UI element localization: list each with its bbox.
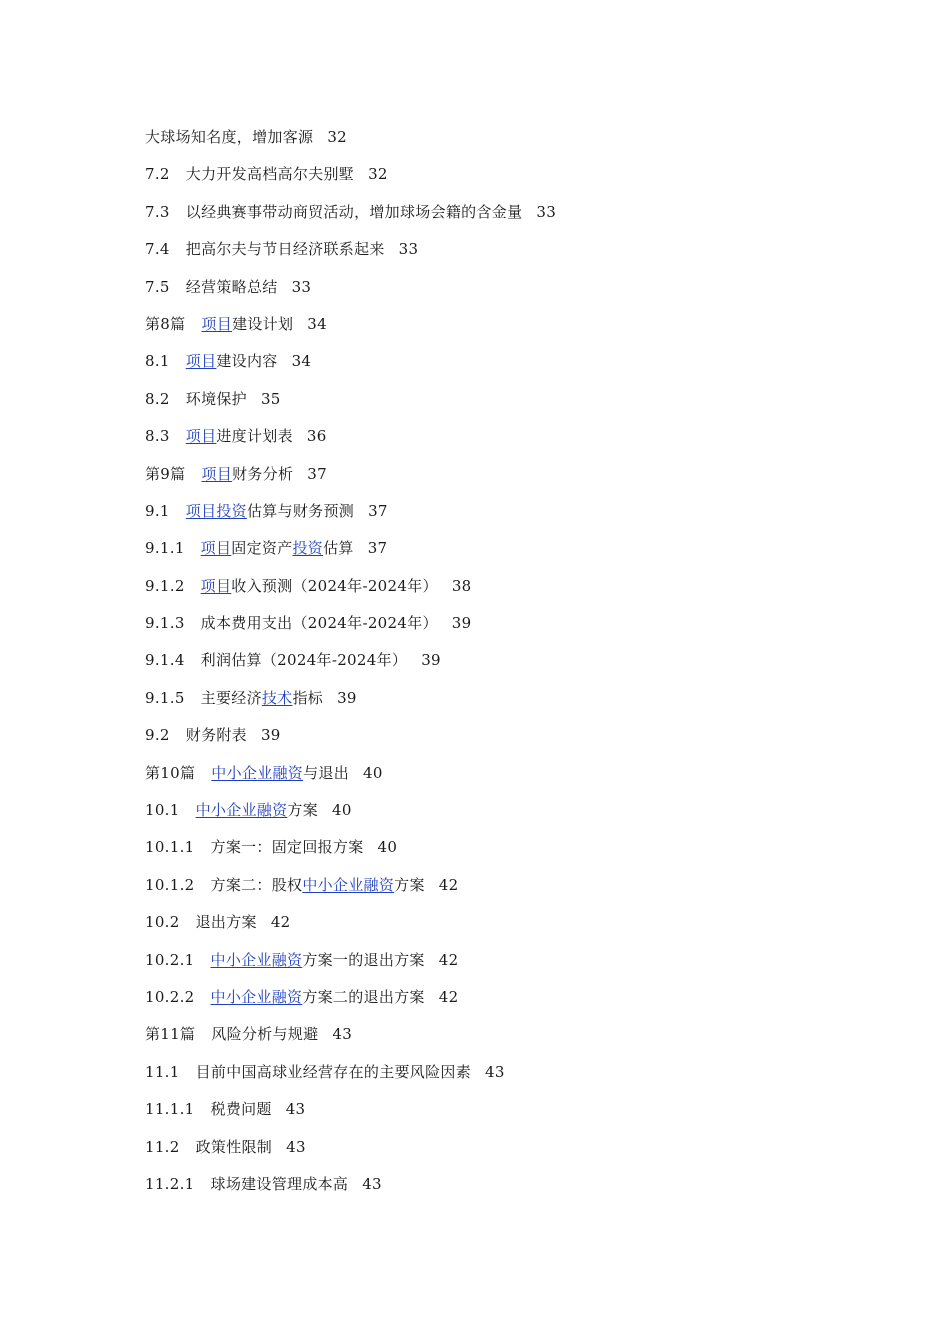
toc-entry-number: 8.1: [145, 352, 170, 371]
toc-entry[interactable]: [145, 573, 905, 610]
toc-page-number: 40: [332, 801, 352, 820]
toc-page-number: 42: [270, 913, 291, 932]
toc-keyword-link[interactable]: 投资: [216, 501, 247, 520]
toc-keyword-link[interactable]: 中小企业融资: [302, 875, 395, 894]
toc-page-number: 39: [337, 688, 357, 707]
toc-page-number: 33: [398, 240, 419, 259]
toc-entry-title: 方案: [287, 801, 319, 820]
toc-entry-title: 财务附表: [185, 726, 247, 745]
toc-entry-title: 估算与财务预测: [246, 501, 355, 520]
toc-entry-number: 11.1: [145, 1062, 180, 1081]
toc-keyword-link[interactable]: 项目: [200, 576, 232, 595]
toc-entry-title: 退出方案: [195, 913, 257, 932]
toc-page-number: 40: [363, 763, 383, 782]
toc-page-number: 39: [260, 726, 281, 745]
toc-entry-number: 10.2: [145, 913, 180, 932]
toc-keyword-link[interactable]: 项目: [200, 539, 232, 558]
toc-entry[interactable]: [145, 498, 905, 535]
toc-entry-number: 10.1.2: [145, 875, 195, 894]
toc-entry-title: 方案一的退出方案: [302, 950, 425, 969]
toc-entry[interactable]: [145, 797, 905, 834]
toc-page-number: 42: [438, 875, 459, 894]
toc-entry[interactable]: [145, 236, 905, 273]
toc-entry[interactable]: [145, 872, 905, 909]
toc-page-number: 43: [485, 1062, 505, 1081]
toc-entry[interactable]: [145, 760, 905, 797]
toc-entry[interactable]: [145, 1134, 905, 1171]
toc-entry-number: 第11篇: [145, 1025, 196, 1044]
toc-page-number: 42: [438, 987, 459, 1006]
toc-entry-title: 收入预测（2024年-2024年）: [231, 576, 438, 595]
toc-entry-number: 第10篇: [145, 763, 196, 782]
toc-entry-title: 固定资产: [231, 539, 293, 558]
toc-entry-title: 税费问题: [210, 1100, 272, 1119]
toc-entry[interactable]: [145, 1096, 905, 1133]
toc-entry-title: 大球场知名度，增加客源: [145, 128, 314, 146]
toc-page-number: 37: [368, 501, 388, 520]
toc-page-number: 38: [451, 576, 472, 595]
table-of-contents: [145, 124, 905, 1208]
toc-entry-title: 主要经济: [200, 688, 262, 707]
toc-entry-number: 7.2: [145, 165, 170, 184]
toc-keyword-link[interactable]: 中小企业融资: [210, 987, 303, 1006]
toc-entry-number: 7.4: [145, 240, 170, 259]
toc-entry-title: 政策性限制: [195, 1137, 273, 1156]
toc-page-number: 34: [307, 314, 327, 333]
toc-entry-number: 8.2: [145, 389, 170, 408]
toc-entry-title: 目前中国高球业经营存在的主要风险因素: [195, 1062, 472, 1081]
toc-page-number: 43: [332, 1025, 353, 1044]
toc-entry-title: 建设内容: [216, 352, 278, 371]
toc-entry-title: 大力开发高档高尔夫别墅: [185, 165, 355, 184]
toc-entry[interactable]: [145, 386, 905, 423]
toc-page-number: 39: [421, 651, 441, 670]
toc-entry-number: 7.5: [145, 277, 170, 296]
toc-entry[interactable]: [145, 199, 905, 236]
toc-entry-number: 9.1.5: [145, 688, 185, 707]
toc-entry-title: 方案: [394, 875, 425, 894]
toc-page-number: 37: [367, 539, 388, 558]
toc-entry[interactable]: [145, 647, 905, 684]
toc-keyword-link[interactable]: 项目: [201, 464, 233, 483]
toc-entry-number: 9.1.1: [145, 539, 185, 558]
toc-entry[interactable]: [145, 610, 905, 647]
toc-entry[interactable]: [145, 722, 905, 759]
toc-entry[interactable]: [145, 161, 905, 198]
toc-keyword-link[interactable]: 项目: [185, 352, 217, 371]
toc-entry-title: 环境保护: [185, 389, 247, 408]
toc-entry-number: 9.1.2: [145, 576, 185, 595]
toc-page-number: 33: [536, 202, 557, 221]
toc-entry[interactable]: [145, 423, 905, 460]
toc-entry-title: 风险分析与规避: [211, 1025, 319, 1044]
toc-page-number: 32: [327, 128, 347, 146]
toc-entry-number: 8.3: [145, 427, 170, 446]
toc-entry-number: 9.1: [145, 501, 170, 520]
toc-entry-number: 11.2.1: [145, 1174, 195, 1193]
toc-entry[interactable]: [145, 311, 905, 348]
toc-entry[interactable]: [145, 834, 905, 871]
toc-page-number: 34: [291, 352, 312, 371]
toc-entry-number: 10.1.1: [145, 838, 195, 857]
toc-entry-title: 方案一：固定回报方案: [210, 838, 364, 857]
toc-keyword-link[interactable]: 中小企业融资: [210, 950, 303, 969]
toc-entry-title: 建设计划: [232, 314, 294, 333]
toc-page-number: 32: [368, 165, 388, 184]
toc-entry[interactable]: [145, 685, 905, 722]
toc-entry-title: 估算: [323, 539, 354, 558]
toc-entry-title: 经营策略总结: [185, 277, 278, 296]
toc-entry-title: 方案二的退出方案: [302, 987, 425, 1006]
toc-entry-title: 把高尔夫与节日经济联系起来: [185, 240, 385, 259]
toc-entry[interactable]: [145, 1021, 905, 1058]
toc-page-number: 35: [260, 389, 281, 408]
toc-entry-number: 9.2: [145, 726, 170, 745]
toc-entry[interactable]: [145, 1059, 905, 1096]
toc-entry-number: 第8篇: [145, 314, 186, 333]
toc-page-number: 36: [306, 427, 327, 446]
toc-entry-number: 第9篇: [145, 464, 186, 483]
toc-entry-number: 9.1.3: [145, 614, 185, 633]
toc-keyword-link[interactable]: 投资: [292, 539, 324, 558]
toc-entry-number: 7.3: [145, 202, 170, 221]
toc-entry-number: 11.2: [145, 1137, 180, 1156]
toc-entry-number: 10.1: [145, 801, 180, 820]
toc-page-number: 39: [451, 614, 472, 633]
toc-keyword-link[interactable]: 技术: [261, 688, 293, 707]
toc-entry[interactable]: [145, 461, 905, 498]
toc-keyword-link[interactable]: 中小企业融资: [195, 801, 288, 820]
toc-keyword-link[interactable]: 项目: [201, 314, 233, 333]
toc-entry[interactable]: [145, 274, 905, 311]
toc-entry-title: 球场建设管理成本高: [210, 1174, 349, 1193]
toc-entry-title: 利润估算（2024年-2024年）: [200, 651, 408, 670]
toc-page-number: 42: [438, 950, 459, 969]
toc-entry-number: 10.2.1: [145, 950, 195, 969]
toc-entry-number: 10.2.2: [145, 987, 195, 1006]
toc-page-number: 43: [286, 1137, 306, 1156]
toc-entry[interactable]: [145, 535, 905, 572]
toc-page-number: 33: [291, 277, 312, 296]
toc-keyword-link[interactable]: 中小企业融资: [211, 763, 304, 782]
toc-keyword-link[interactable]: 项目: [185, 501, 217, 520]
toc-entry-title: 进度计划表: [216, 427, 293, 446]
toc-page-number: 43: [285, 1100, 306, 1119]
toc-entry-title: 成本费用支出（2024年-2024年）: [200, 614, 438, 633]
toc-entry-number: 9.1.4: [145, 651, 185, 670]
toc-page-number: 43: [362, 1174, 382, 1193]
toc-entry-number: 11.1.1: [145, 1100, 195, 1119]
toc-entry-title: 以经典赛事带动商贸活动，增加球场会籍的含金量: [185, 202, 523, 221]
toc-entry-title: 方案二：股权: [210, 875, 303, 894]
toc-entry-title: 与退出: [303, 763, 350, 782]
toc-entry-title: 指标: [292, 688, 324, 707]
toc-entry[interactable]: [145, 124, 905, 161]
toc-entry[interactable]: [145, 348, 905, 385]
toc-keyword-link[interactable]: 项目: [185, 427, 217, 446]
toc-entry[interactable]: [145, 984, 905, 1021]
toc-entry-title: 财务分析: [232, 464, 294, 483]
toc-entry[interactable]: [145, 947, 905, 984]
toc-page-number: 37: [307, 464, 327, 483]
toc-entry[interactable]: [145, 1171, 905, 1208]
toc-page-number: 40: [377, 838, 398, 857]
toc-entry[interactable]: [145, 909, 905, 946]
